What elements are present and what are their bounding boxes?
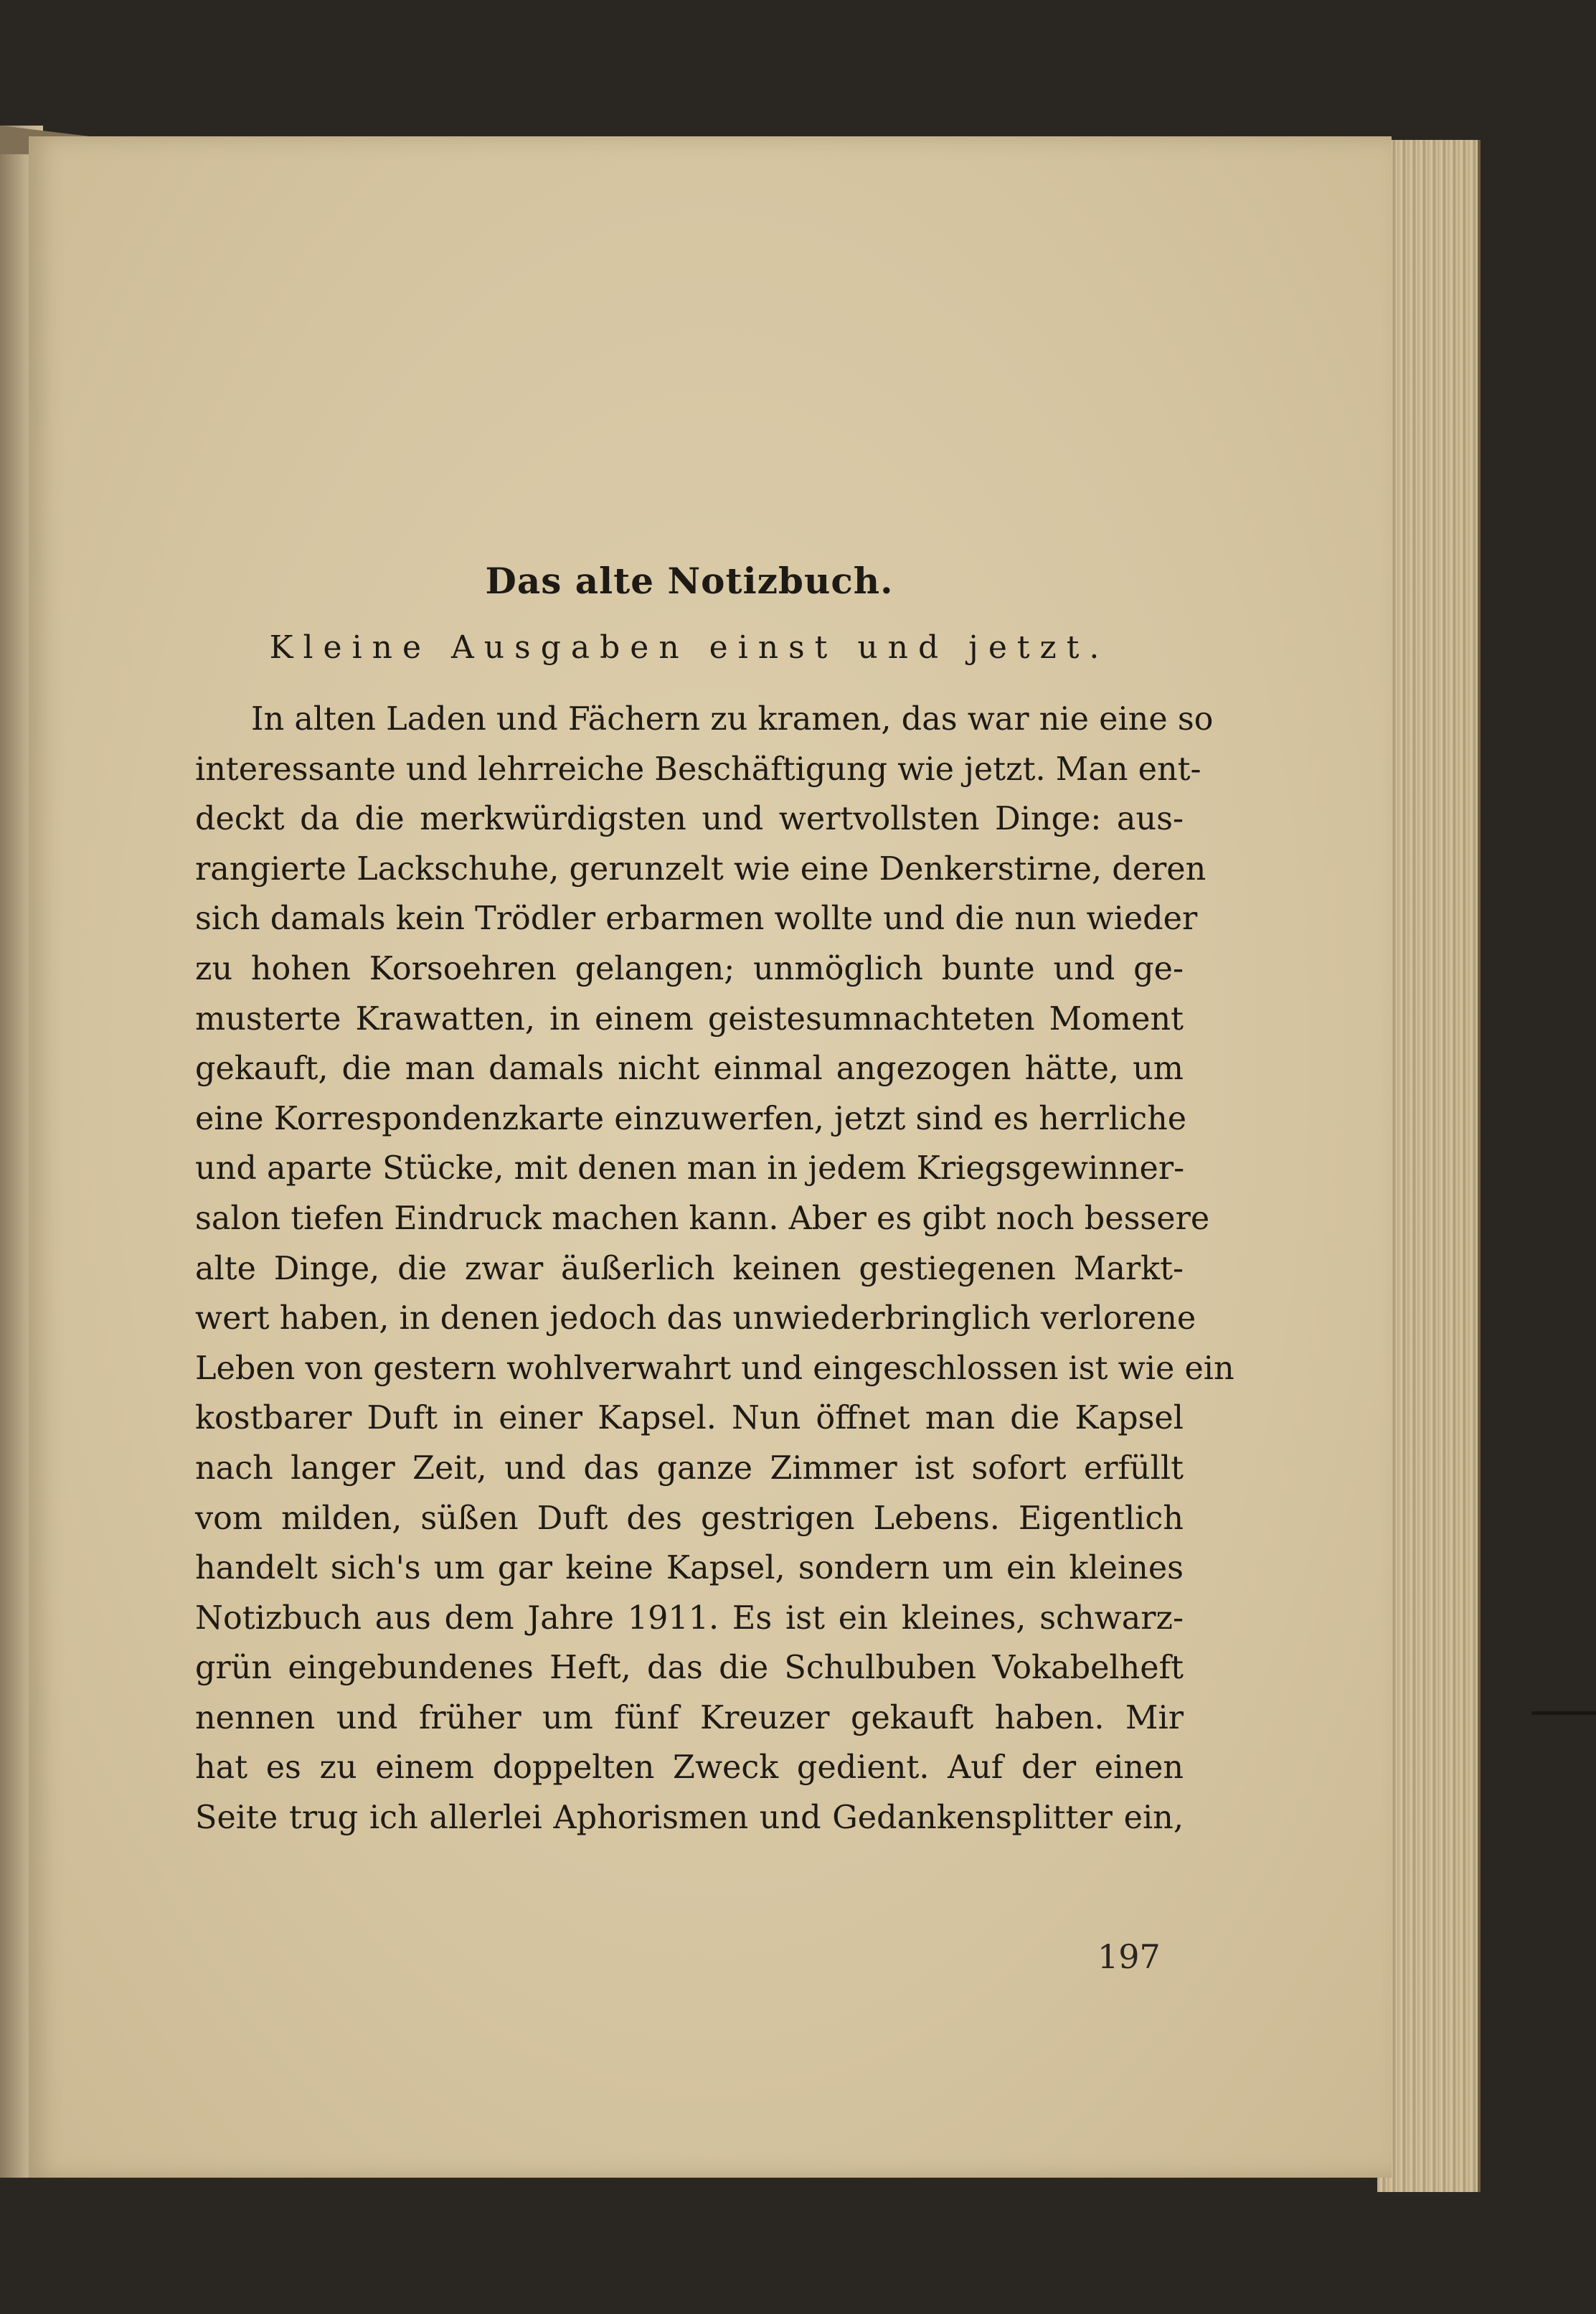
text-line: alte Dinge, die zwar äußerlich keinen gestiegenen Markt- xyxy=(195,1250,1184,1287)
text-line: Seite trug ich allerlei Aphorismen und Gedankensplitter ein, xyxy=(195,1800,1184,1837)
text-line: grün eingebundenes Heft, das die Schulbuben Vokabelheft xyxy=(195,1650,1184,1687)
chapter-subtitle: Kleine Ausgaben einst und jetzt. xyxy=(269,629,1110,666)
page-number: 197 xyxy=(1097,1937,1161,1976)
text-line: nach langer Zeit, und das ganze Zimmer ist sofort erfüllt xyxy=(195,1449,1184,1487)
text-line: In alten Laden und Fächern zu kramen, das war nie eine so xyxy=(251,701,1214,738)
text-line: salon tiefen Eindruck machen kann. Aber es gibt noch bessere xyxy=(195,1200,1210,1237)
text-line: nennen und früher um fünf Kreuzer gekauft haben. Mir xyxy=(195,1699,1184,1736)
text-line: zu hohen Korsoehren gelangen; unmöglich bunte und ge- xyxy=(195,950,1184,987)
page-content xyxy=(195,560,1234,1843)
text-line: interessante und lehrreiche Beschäftigung wie jetzt. Man ent- xyxy=(195,751,1201,788)
text-line: wert haben, in denen jedoch das unwiederbringlich verlorene xyxy=(195,1300,1196,1337)
text-line: Leben von gestern wohlverwahrt und eingeschlossen ist wie ein xyxy=(195,1350,1234,1387)
text-line: handelt sich's um gar keine Kapsel, sondern um ein kleines xyxy=(195,1550,1184,1587)
text-line: und aparte Stücke, mit denen man in jedem Kriegsgewinner- xyxy=(195,1150,1185,1187)
body-text xyxy=(195,695,1234,1843)
text-line: musterte Krawatten, in einem geistesumnachteten Moment xyxy=(195,1000,1184,1038)
chapter-title: Das alte Notizbuch. xyxy=(485,560,894,602)
text-line: vom milden, süßen Duft des gestrigen Lebens. Eigentlich xyxy=(195,1500,1184,1537)
text-line: eine Korrespondenzkarte einzuwerfen, jetzt sind es herrliche xyxy=(195,1100,1187,1137)
text-line: rangierte Lackschuhe, gerunzelt wie eine Denkerstirne, deren xyxy=(195,850,1207,888)
text-line: deckt da die merkwürdigsten und wertvollsten Dinge: aus- xyxy=(195,801,1184,838)
text-line: kostbarer Duft in einer Kapsel. Nun öffnet man die Kapsel xyxy=(195,1400,1184,1437)
text-line: hat es zu einem doppelten Zweck gedient. Auf der einen xyxy=(195,1749,1184,1787)
text-line: sich damals kein Trödler erbarmen wollte und die nun wieder xyxy=(195,900,1198,938)
page-edge-stack xyxy=(1377,140,1481,2192)
edge-mark xyxy=(1531,1711,1596,1715)
text-line: Notizbuch aus dem Jahre 1911. Es ist ein kleines, schwarz- xyxy=(195,1599,1184,1637)
text-line: gekauft, die man damals nicht einmal angezogen hätte, um xyxy=(195,1050,1184,1088)
